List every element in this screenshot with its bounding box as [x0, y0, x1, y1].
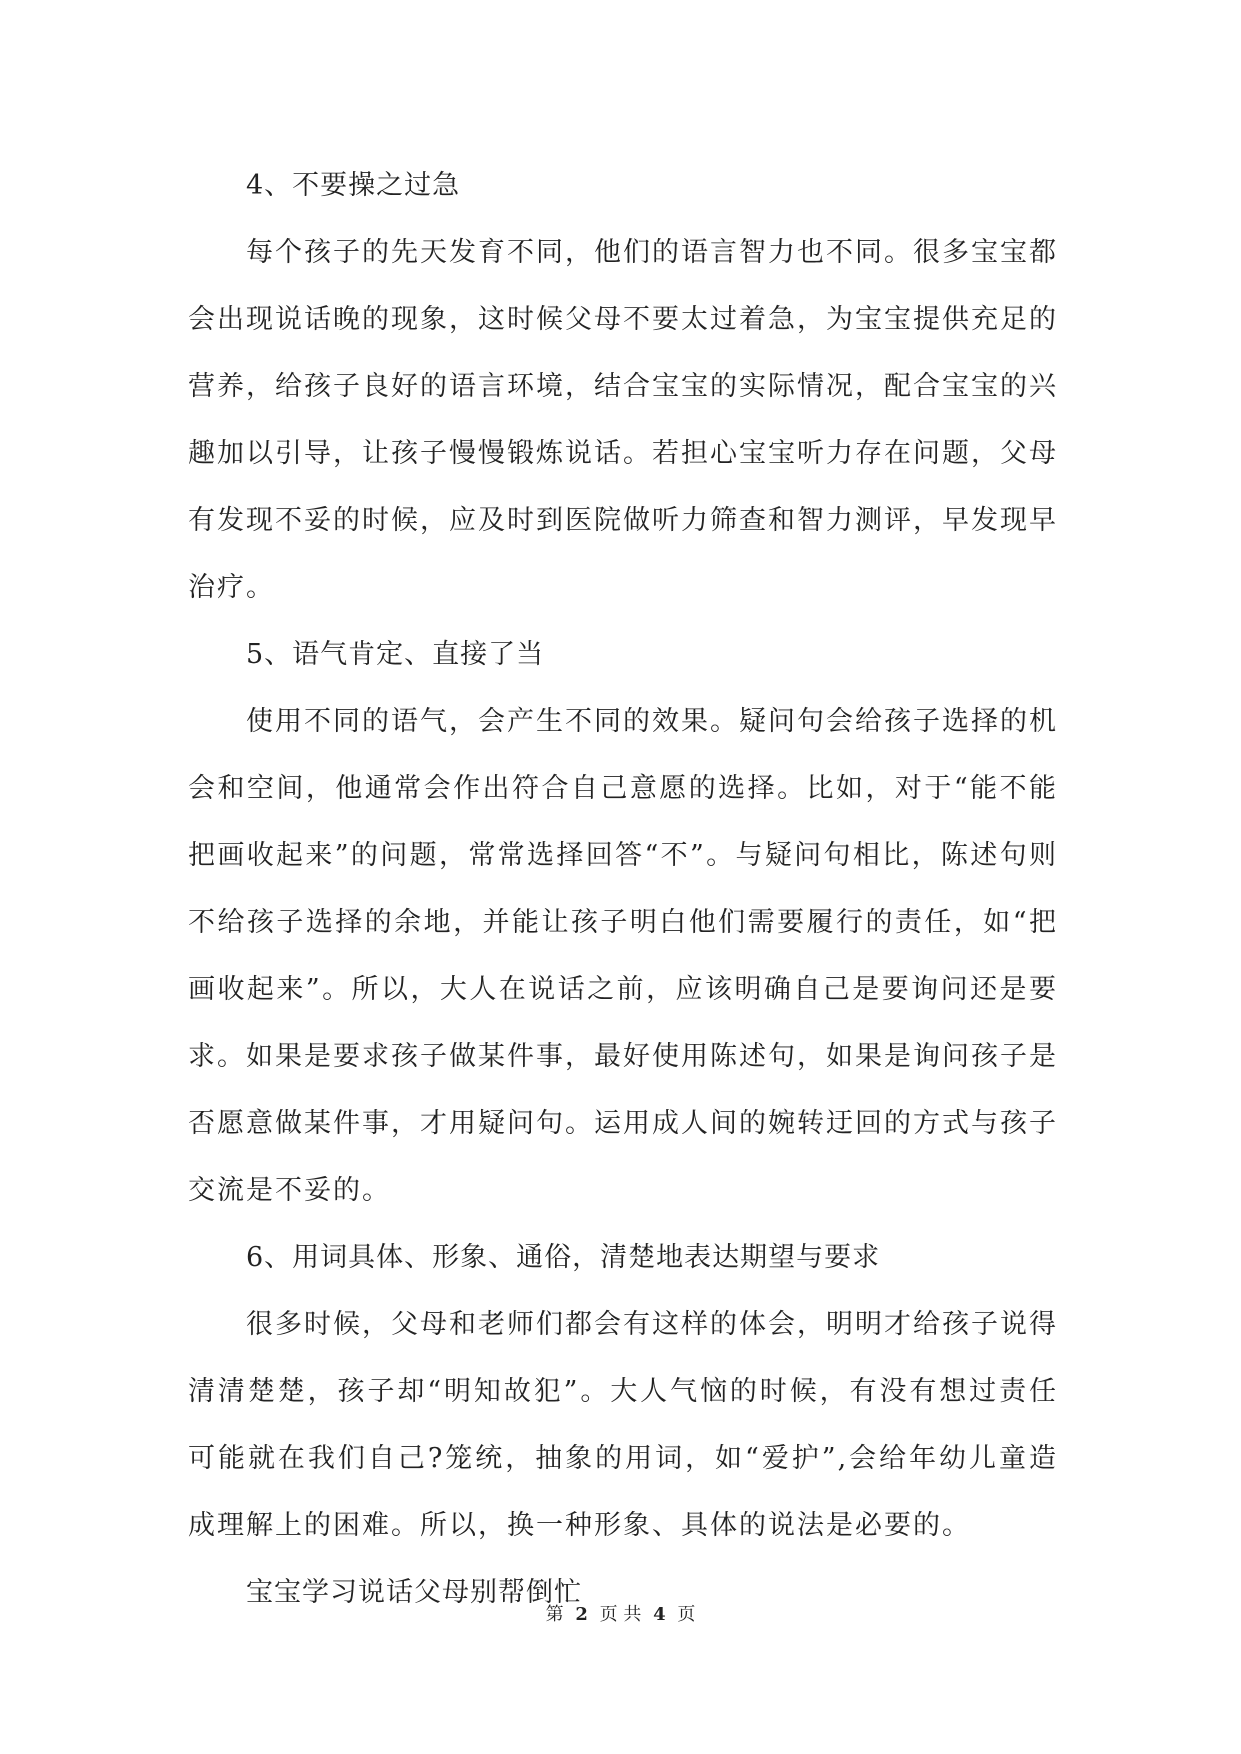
current-page-number: 2: [575, 1604, 588, 1625]
section-heading: 宝宝学习说话父母别帮倒忙: [246, 1577, 582, 1608]
section-heading: 5、语气肯定、直接了当: [246, 639, 545, 670]
section-paragraph: 很多时候，父母和老师们都会有这样的体会，明明才给孩子说得清清楚楚，孩子却“明知故犯”。大人气恼的时候，有没有想过责任可能就在我们自己?笼统，抽象的用词，如“爱护”,会给年幼儿童造成理解上的困难。所以，换一种形象、具体的说法是必要的。: [188, 1309, 1058, 1541]
document-body: [188, 152, 1058, 1626]
page-footer: [0, 1600, 1241, 1626]
section-paragraph: 每个孩子的先天发育不同，他们的语言智力也不同。很多宝宝都会出现说话晚的现象，这时候父母不要太过着急，为宝宝提供充足的营养，给孩子良好的语言环境，结合宝宝的实际情况，配合宝宝的兴趣加以引导，让孩子慢慢锻炼说话。若担心宝宝听力存在问题，父母有发现不妥的时候，应及时到医院做听力筛查和智力测评，早发现早治疗。: [188, 237, 1058, 603]
section-paragraph: 使用不同的语气，会产生不同的效果。疑问句会给孩子选择的机会和空间，他通常会作出符合自己意愿的选择。比如，对于“能不能把画收起来”的问题，常常选择回答“不”。与疑问句相比，陈述句则不给孩子选择的余地，并能让孩子明白他们需要履行的责任，如“把画收起来”。所以，大人在说话之前，应该明确自己是要询问还是要求。如果是要求孩子做某件事，最好使用陈述句，如果是询问孩子是否愿意做某件事，才用疑问句。运用成人间的婉转迂回的方式与孩子交流是不妥的。: [188, 706, 1058, 1206]
section-heading: 4、不要操之过急: [246, 170, 461, 201]
total-page-number: 4: [653, 1604, 666, 1625]
footer-prefix: 第: [545, 1604, 564, 1625]
section-heading: 6、用词具体、形象、通俗，清楚地表达期望与要求: [246, 1242, 881, 1273]
footer-suffix: 页: [677, 1604, 696, 1625]
footer-middle: 页 共: [599, 1604, 642, 1625]
